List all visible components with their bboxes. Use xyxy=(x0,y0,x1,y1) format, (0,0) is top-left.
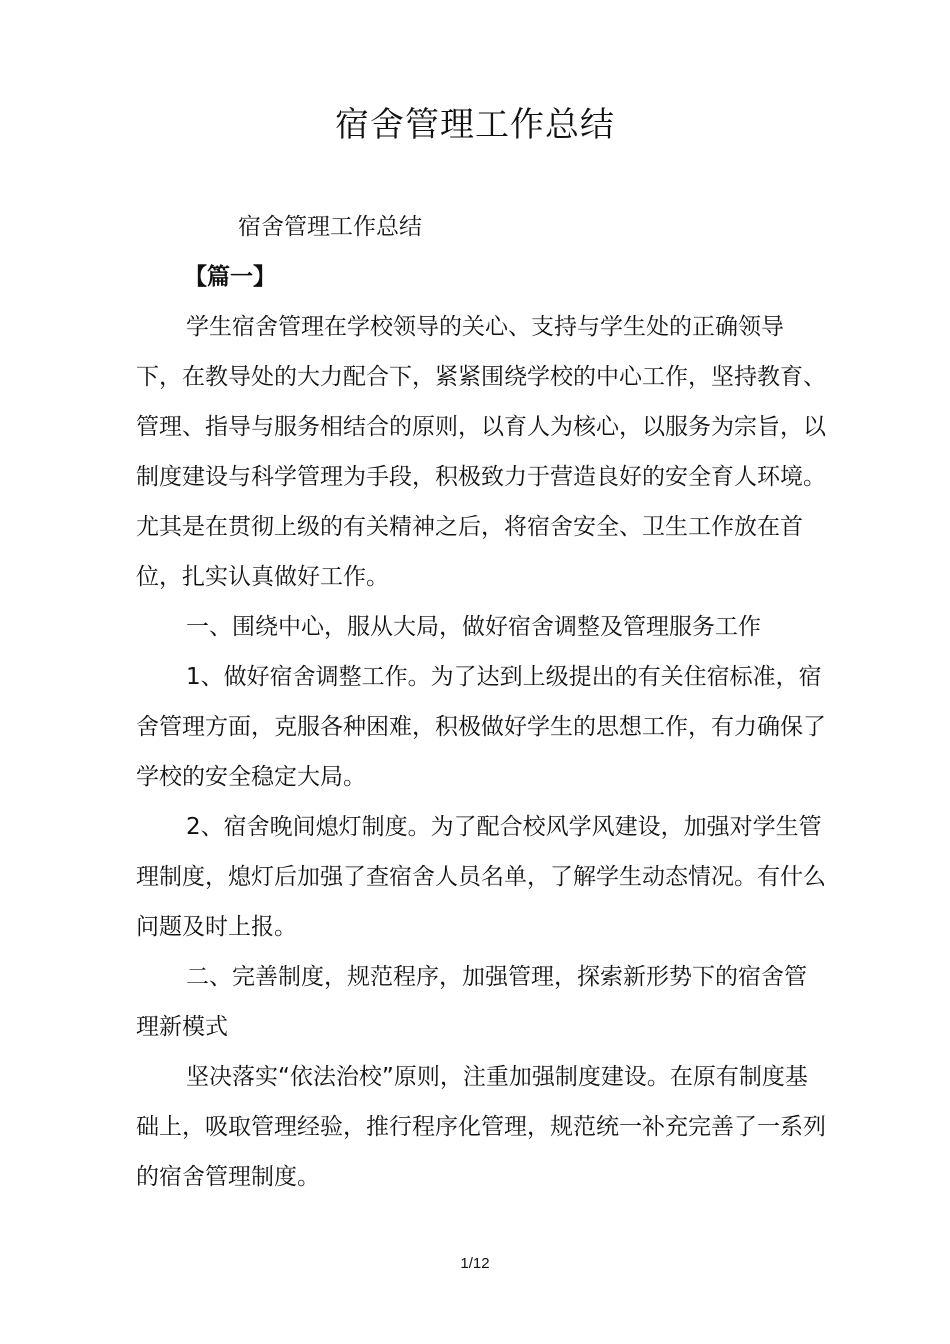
document-subtitle: 宿舍管理工作总结 xyxy=(238,214,422,240)
section-tag: 【篇一】 xyxy=(184,264,276,290)
paragraph-intro: 学生宿舍管理在学校领导的关心、支持与学生处的正确领导下，在教导处的大力配合下，紧紧围绕学校的中心工作，坚持教育、管理、指导与服务相结合的原则，以育人为核心，以服务为宗旨，以制度建设与科学管理为手段，积极致力于营造良好的安全育人环境。尤其是在贯彻上级的有关精神之后，将宿舍安全、卫生工作放在首位，扎实认真做好工作。 xyxy=(136,314,826,590)
paragraph-item-1: 1、做好宿舍调整工作。为了达到上级提出的有关住宿标准，宿舍管理方面，克服各种困难，积极做好学生的思想工作，有力确保了学校的安全稳定大局。 xyxy=(136,664,826,790)
document-body xyxy=(136,202,828,1202)
heading-section-two: 二、完善制度，规范程序，加强管理，探索新形势下的宿舍管理新模式 xyxy=(136,964,807,1040)
document-title: 宿舍管理工作总结 xyxy=(335,105,615,145)
page-number: 1/12 xyxy=(460,1255,490,1272)
paragraph-item-2: 2、宿舍晚间熄灯制度。为了配合校风学风建设，加强对学生管理制度，熄灯后加强了查宿舍人员名单，了解学生动态情况。有什么问题及时上报。 xyxy=(136,814,826,940)
heading-section-one: 一、围绕中心，服从大局，做好宿舍调整及管理服务工作 xyxy=(186,614,761,640)
paragraph-rule-of-law: 坚决落实“依法治校”原则，注重加强制度建设。在原有制度基础上，吸取管理经验，推行程序化管理，规范统一补充完善了一系列的宿舍管理制度。 xyxy=(136,1064,826,1190)
